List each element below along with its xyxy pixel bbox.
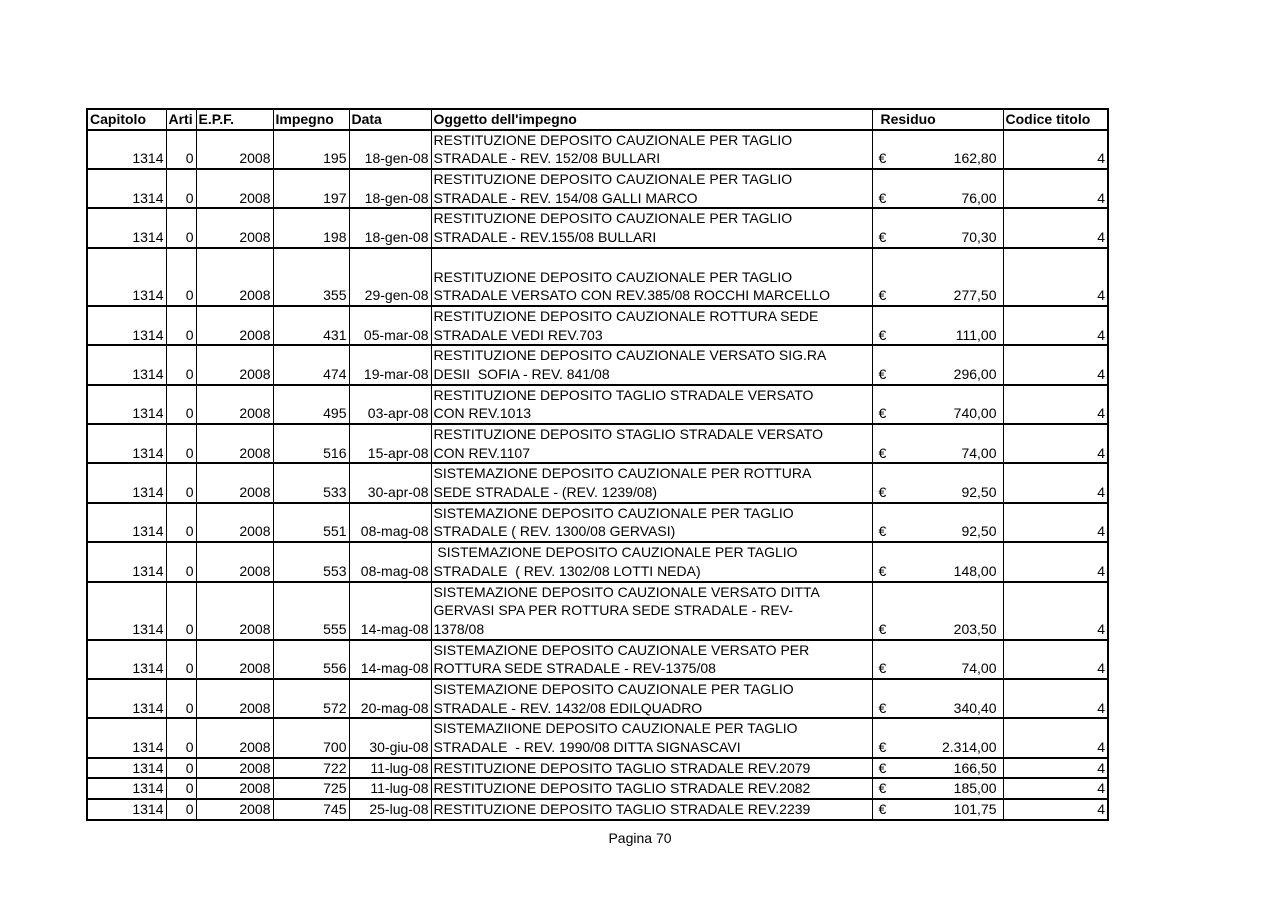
cell-impegno: 516 bbox=[273, 424, 349, 463]
cell-impegno: 745 bbox=[273, 799, 349, 820]
header-row bbox=[87, 109, 1108, 130]
cell-epf: 2008 bbox=[196, 542, 273, 581]
oggetto-line: STRADALE ( REV. 1302/08 LOTTI NEDA) bbox=[433, 562, 701, 579]
cell-data: 08-mag-08 bbox=[349, 542, 431, 581]
header-oggetto: Oggetto dell'impegno bbox=[431, 109, 872, 130]
cell-oggetto bbox=[431, 306, 872, 345]
cell-oggetto bbox=[431, 208, 872, 247]
cell-oggetto bbox=[431, 248, 872, 306]
cell-articolo: 0 bbox=[166, 130, 196, 169]
cell-impegno: 551 bbox=[273, 503, 349, 542]
cell-codice-titolo: 4 bbox=[1003, 169, 1108, 208]
cell-capitolo: 1314 bbox=[87, 542, 166, 581]
table-body bbox=[87, 130, 1108, 820]
cell-residuo bbox=[872, 169, 1003, 208]
cell-epf: 2008 bbox=[196, 208, 273, 247]
euro-symbol: € bbox=[878, 660, 887, 677]
cell-epf: 2008 bbox=[196, 385, 273, 424]
cell-oggetto bbox=[431, 169, 872, 208]
cell-impegno: 722 bbox=[273, 758, 349, 779]
header-epf: E.P.F. bbox=[196, 109, 273, 130]
cell-capitolo: 1314 bbox=[87, 718, 166, 757]
cell-data: 14-mag-08 bbox=[349, 640, 431, 679]
oggetto-line: SISTEMAZIONE DEPOSITO CAUZIONALE PER TAGLIO bbox=[433, 504, 794, 521]
table-row bbox=[87, 345, 1108, 384]
euro-symbol: € bbox=[878, 405, 887, 422]
cell-residuo bbox=[872, 640, 1003, 679]
cell-impegno: 355 bbox=[273, 248, 349, 306]
header-impegno: Impegno bbox=[273, 109, 349, 130]
cell-capitolo: 1314 bbox=[87, 208, 166, 247]
cell-impegno: 474 bbox=[273, 345, 349, 384]
cell-data: 05-mar-08 bbox=[349, 306, 431, 345]
cell-codice-titolo: 4 bbox=[1003, 799, 1108, 820]
oggetto-line: DESII SOFIA - REV. 841/08 bbox=[433, 365, 610, 382]
cell-residuo bbox=[872, 582, 1003, 640]
oggetto-line: RESTITUZIONE DEPOSITO CAUZIONALE PER TAGLIO bbox=[433, 171, 793, 188]
cell-epf: 2008 bbox=[196, 169, 273, 208]
cell-data: 18-gen-08 bbox=[349, 208, 431, 247]
table-row bbox=[87, 424, 1108, 463]
impegni-table bbox=[86, 108, 1109, 821]
cell-articolo: 0 bbox=[166, 778, 196, 799]
cell-articolo: 0 bbox=[166, 542, 196, 581]
cell-capitolo: 1314 bbox=[87, 169, 166, 208]
cell-impegno: 700 bbox=[273, 718, 349, 757]
oggetto-line: STRADALE - REV.155/08 BULLARI bbox=[433, 229, 657, 246]
cell-epf: 2008 bbox=[196, 130, 273, 169]
residuo-amount: 111,00 bbox=[955, 326, 997, 343]
cell-data: 18-gen-08 bbox=[349, 169, 431, 208]
cell-articolo: 0 bbox=[166, 718, 196, 757]
cell-codice-titolo: 4 bbox=[1003, 679, 1108, 718]
cell-impegno: 556 bbox=[273, 640, 349, 679]
oggetto-line: STRADALE ( REV. 1300/08 GERVASI) bbox=[433, 523, 676, 540]
cell-data: 30-giu-08 bbox=[349, 718, 431, 757]
cell-capitolo: 1314 bbox=[87, 778, 166, 799]
residuo-amount: 166,50 bbox=[953, 759, 997, 776]
cell-residuo bbox=[872, 503, 1003, 542]
header-data: Data bbox=[349, 109, 431, 130]
cell-oggetto bbox=[431, 503, 872, 542]
cell-data: 11-lug-08 bbox=[349, 778, 431, 799]
residuo-amount: 162,80 bbox=[953, 150, 997, 167]
cell-codice-titolo: 4 bbox=[1003, 208, 1108, 247]
cell-codice-titolo: 4 bbox=[1003, 306, 1108, 345]
cell-impegno: 725 bbox=[273, 778, 349, 799]
cell-epf: 2008 bbox=[196, 778, 273, 799]
oggetto-line: STRADALE - REV. 1432/08 EDILQUADRO bbox=[433, 699, 703, 716]
cell-residuo bbox=[872, 758, 1003, 779]
cell-epf: 2008 bbox=[196, 758, 273, 779]
cell-residuo bbox=[872, 130, 1003, 169]
cell-oggetto bbox=[431, 542, 872, 581]
residuo-amount: 74,00 bbox=[961, 444, 997, 461]
cell-capitolo: 1314 bbox=[87, 679, 166, 718]
cell-oggetto bbox=[431, 640, 872, 679]
cell-residuo bbox=[872, 424, 1003, 463]
header-residuo: Residuo bbox=[872, 109, 1003, 130]
euro-symbol: € bbox=[878, 326, 887, 343]
oggetto-line: RESTITUZIONE DEPOSITO CAUZIONALE PER TAGLIO bbox=[433, 131, 793, 148]
oggetto-line: STRADALE - REV. 152/08 BULLARI bbox=[433, 150, 661, 167]
oggetto-line: SEDE STRADALE - (REV. 1239/08) bbox=[433, 484, 658, 501]
euro-symbol: € bbox=[878, 562, 887, 579]
euro-symbol: € bbox=[878, 229, 887, 246]
euro-symbol: € bbox=[878, 780, 887, 797]
cell-epf: 2008 bbox=[196, 248, 273, 306]
table-row bbox=[87, 582, 1108, 640]
cell-capitolo: 1314 bbox=[87, 503, 166, 542]
table-row bbox=[87, 718, 1108, 757]
cell-epf: 2008 bbox=[196, 582, 273, 640]
oggetto-line: RESTITUZIONE DEPOSITO STAGLIO STRADALE VERSATO bbox=[433, 426, 823, 443]
oggetto-line: ROTTURA SEDE STRADALE - REV-1375/08 bbox=[433, 660, 716, 677]
residuo-amount: 101,75 bbox=[953, 801, 997, 818]
cell-oggetto bbox=[431, 679, 872, 718]
header-articolo: Arti bbox=[166, 109, 196, 130]
cell-impegno: 553 bbox=[273, 542, 349, 581]
euro-symbol: € bbox=[878, 801, 887, 818]
cell-articolo: 0 bbox=[166, 463, 196, 502]
cell-codice-titolo: 4 bbox=[1003, 345, 1108, 384]
cell-codice-titolo: 4 bbox=[1003, 248, 1108, 306]
oggetto-line: RESTITUZIONE DEPOSITO TAGLIO STRADALE REV.2239 bbox=[433, 801, 811, 818]
euro-symbol: € bbox=[878, 739, 887, 755]
cell-epf: 2008 bbox=[196, 306, 273, 345]
cell-oggetto bbox=[431, 424, 872, 463]
residuo-amount: 92,50 bbox=[961, 484, 997, 501]
cell-data: 30-apr-08 bbox=[349, 463, 431, 502]
cell-articolo: 0 bbox=[166, 385, 196, 424]
cell-data: 20-mag-08 bbox=[349, 679, 431, 718]
cell-residuo bbox=[872, 306, 1003, 345]
cell-impegno: 197 bbox=[273, 169, 349, 208]
euro-symbol: € bbox=[878, 150, 887, 167]
header-codice-titolo: Codice titolo bbox=[1003, 109, 1108, 130]
cell-capitolo: 1314 bbox=[87, 758, 166, 779]
cell-articolo: 0 bbox=[166, 503, 196, 542]
oggetto-line: RESTITUZIONE DEPOSITO CAUZIONALE PER TAGLIO bbox=[433, 268, 793, 285]
cell-residuo bbox=[872, 248, 1003, 306]
euro-symbol: € bbox=[878, 365, 887, 382]
cell-impegno: 198 bbox=[273, 208, 349, 247]
cell-residuo bbox=[872, 542, 1003, 581]
cell-residuo bbox=[872, 778, 1003, 799]
cell-codice-titolo: 4 bbox=[1003, 640, 1108, 679]
cell-oggetto bbox=[431, 345, 872, 384]
cell-codice-titolo: 4 bbox=[1003, 758, 1108, 779]
cell-epf: 2008 bbox=[196, 463, 273, 502]
cell-residuo bbox=[872, 345, 1003, 384]
cell-residuo bbox=[872, 718, 1003, 757]
cell-capitolo: 1314 bbox=[87, 463, 166, 502]
oggetto-line: CON REV.1107 bbox=[433, 444, 530, 461]
table-row bbox=[87, 463, 1108, 502]
cell-capitolo: 1314 bbox=[87, 799, 166, 820]
cell-epf: 2008 bbox=[196, 679, 273, 718]
cell-impegno: 431 bbox=[273, 306, 349, 345]
table-row bbox=[87, 130, 1108, 169]
cell-oggetto bbox=[431, 130, 872, 169]
oggetto-line: RESTITUZIONE DEPOSITO TAGLIO STRADALE REV.2082 bbox=[433, 780, 811, 797]
residuo-amount: 203,50 bbox=[953, 620, 997, 637]
cell-epf: 2008 bbox=[196, 799, 273, 820]
oggetto-line: CON REV.1013 bbox=[433, 405, 532, 422]
cell-articolo: 0 bbox=[166, 758, 196, 779]
euro-symbol: € bbox=[878, 189, 887, 206]
cell-impegno: 533 bbox=[273, 463, 349, 502]
oggetto-line: STRADALE VEDI REV.703 bbox=[433, 326, 603, 343]
cell-articolo: 0 bbox=[166, 640, 196, 679]
cell-codice-titolo: 4 bbox=[1003, 385, 1108, 424]
table-row bbox=[87, 778, 1108, 799]
oggetto-line: STRADALE - REV. 154/08 GALLI MARCO bbox=[433, 189, 698, 206]
cell-residuo bbox=[872, 463, 1003, 502]
table-row bbox=[87, 679, 1108, 718]
cell-articolo: 0 bbox=[166, 248, 196, 306]
table-row bbox=[87, 169, 1108, 208]
oggetto-line: SISTEMAZIONE DEPOSITO CAUZIONALE VERSATO DITTA bbox=[433, 583, 820, 600]
cell-epf: 2008 bbox=[196, 424, 273, 463]
cell-codice-titolo: 4 bbox=[1003, 463, 1108, 502]
euro-symbol: € bbox=[878, 444, 887, 461]
cell-capitolo: 1314 bbox=[87, 130, 166, 169]
euro-symbol: € bbox=[878, 699, 887, 716]
table-row bbox=[87, 306, 1108, 345]
cell-codice-titolo: 4 bbox=[1003, 718, 1108, 757]
euro-symbol: € bbox=[878, 620, 887, 637]
residuo-amount: 76,00 bbox=[961, 189, 997, 206]
cell-data: 18-gen-08 bbox=[349, 130, 431, 169]
residuo-amount: 340,40 bbox=[953, 699, 997, 716]
cell-residuo bbox=[872, 208, 1003, 247]
cell-codice-titolo: 4 bbox=[1003, 130, 1108, 169]
cell-epf: 2008 bbox=[196, 345, 273, 384]
page-number: Pagina 70 bbox=[608, 830, 672, 846]
oggetto-line: RESTITUZIONE DEPOSITO CAUZIONALE VERSATO SIG.RA bbox=[433, 347, 827, 364]
cell-oggetto bbox=[431, 758, 872, 779]
oggetto-line: RESTITUZIONE DEPOSITO TAGLIO STRADALE REV.2079 bbox=[433, 759, 811, 776]
cell-data: 03-apr-08 bbox=[349, 385, 431, 424]
header-capitolo: Capitolo bbox=[87, 109, 166, 130]
oggetto-line: SISTEMAZIONE DEPOSITO CAUZIONALE PER ROTTURA bbox=[433, 465, 812, 482]
cell-codice-titolo: 4 bbox=[1003, 424, 1108, 463]
cell-codice-titolo: 4 bbox=[1003, 778, 1108, 799]
cell-capitolo: 1314 bbox=[87, 424, 166, 463]
cell-capitolo: 1314 bbox=[87, 248, 166, 306]
cell-oggetto bbox=[431, 582, 872, 640]
cell-data: 19-mar-08 bbox=[349, 345, 431, 384]
residuo-amount: 74,00 bbox=[961, 660, 997, 677]
cell-codice-titolo: 4 bbox=[1003, 542, 1108, 581]
cell-articolo: 0 bbox=[166, 169, 196, 208]
cell-data: 14-mag-08 bbox=[349, 582, 431, 640]
cell-articolo: 0 bbox=[166, 424, 196, 463]
euro-symbol: € bbox=[878, 287, 887, 304]
cell-capitolo: 1314 bbox=[87, 345, 166, 384]
cell-data: 08-mag-08 bbox=[349, 503, 431, 542]
residuo-amount: 148,00 bbox=[953, 562, 997, 579]
residuo-amount: 185,00 bbox=[953, 780, 997, 797]
cell-codice-titolo: 4 bbox=[1003, 582, 1108, 640]
oggetto-line: SISTEMAZIIONE DEPOSITO CAUZIONALE PER TAGLIO bbox=[433, 720, 798, 737]
residuo-amount: 2.314,00 bbox=[942, 739, 997, 755]
euro-symbol: € bbox=[878, 523, 887, 540]
cell-data: 15-apr-08 bbox=[349, 424, 431, 463]
cell-residuo bbox=[872, 385, 1003, 424]
table-row bbox=[87, 758, 1108, 779]
cell-codice-titolo: 4 bbox=[1003, 503, 1108, 542]
cell-articolo: 0 bbox=[166, 679, 196, 718]
cell-impegno: 572 bbox=[273, 679, 349, 718]
oggetto-line: 1378/08 bbox=[433, 620, 485, 637]
cell-data: 29-gen-08 bbox=[349, 248, 431, 306]
cell-articolo: 0 bbox=[166, 582, 196, 640]
cell-oggetto bbox=[431, 778, 872, 799]
cell-epf: 2008 bbox=[196, 503, 273, 542]
oggetto-line: SISTEMAZIONE DEPOSITO CAUZIONALE PER TAGLIO bbox=[433, 544, 798, 561]
cell-oggetto bbox=[431, 799, 872, 820]
oggetto-line bbox=[434, 249, 870, 268]
residuo-amount: 70,30 bbox=[961, 229, 997, 246]
cell-articolo: 0 bbox=[166, 799, 196, 820]
cell-articolo: 0 bbox=[166, 306, 196, 345]
oggetto-line: RESTITUZIONE DEPOSITO TAGLIO STRADALE VERSATO bbox=[433, 386, 814, 403]
cell-capitolo: 1314 bbox=[87, 640, 166, 679]
cell-data: 11-lug-08 bbox=[349, 758, 431, 779]
residuo-amount: 277,50 bbox=[953, 287, 997, 304]
oggetto-line: SISTEMAZIONE DEPOSITO CAUZIONALE VERSATO PER bbox=[433, 641, 810, 658]
cell-oggetto bbox=[431, 463, 872, 502]
table-row bbox=[87, 248, 1108, 306]
table-row bbox=[87, 799, 1108, 820]
oggetto-line: RESTITUZIONE DEPOSITO CAUZIONALE PER TAGLIO bbox=[433, 210, 793, 227]
cell-articolo: 0 bbox=[166, 345, 196, 384]
table-row bbox=[87, 503, 1108, 542]
cell-capitolo: 1314 bbox=[87, 306, 166, 345]
cell-impegno: 495 bbox=[273, 385, 349, 424]
oggetto-line: STRADALE VERSATO CON REV.385/08 ROCCHI MARCELLO bbox=[433, 287, 831, 304]
cell-oggetto bbox=[431, 385, 872, 424]
table-row bbox=[87, 208, 1108, 247]
cell-residuo bbox=[872, 799, 1003, 820]
residuo-amount: 92,50 bbox=[961, 523, 997, 540]
cell-capitolo: 1314 bbox=[87, 582, 166, 640]
cell-impegno: 555 bbox=[273, 582, 349, 640]
oggetto-line: GERVASI SPA PER ROTTURA SEDE STRADALE - REV- bbox=[433, 602, 793, 619]
cell-residuo bbox=[872, 679, 1003, 718]
residuo-amount: 296,00 bbox=[953, 365, 997, 382]
cell-oggetto bbox=[431, 718, 872, 757]
oggetto-line: STRADALE - REV. 1990/08 DITTA SIGNASCAVI bbox=[433, 739, 741, 756]
cell-epf: 2008 bbox=[196, 718, 273, 757]
euro-symbol: € bbox=[878, 759, 887, 776]
cell-data: 25-lug-08 bbox=[349, 799, 431, 820]
table-row bbox=[87, 542, 1108, 581]
residuo-amount: 740,00 bbox=[953, 405, 997, 422]
cell-impegno: 195 bbox=[273, 130, 349, 169]
oggetto-line: RESTITUZIONE DEPOSITO CAUZIONALE ROTTURA SEDE bbox=[433, 307, 819, 324]
cell-epf: 2008 bbox=[196, 640, 273, 679]
cell-articolo: 0 bbox=[166, 208, 196, 247]
euro-symbol: € bbox=[878, 484, 887, 501]
table-row bbox=[87, 640, 1108, 679]
oggetto-line: SISTEMAZIONE DEPOSITO CAUZIONALE PER TAGLIO bbox=[433, 680, 794, 697]
cell-capitolo: 1314 bbox=[87, 385, 166, 424]
table-row bbox=[87, 385, 1108, 424]
